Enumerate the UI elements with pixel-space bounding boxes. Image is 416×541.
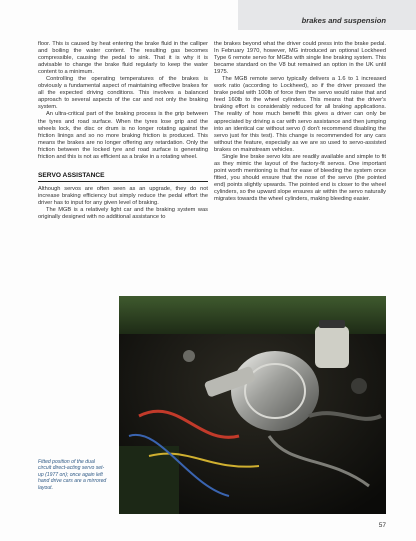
paragraph: The MGB is a relatively light car and the braking system was originally designed with no additional assistance to	[38, 206, 208, 221]
text-column-left	[38, 41, 208, 221]
paragraph: the brakes beyond what the driver could press into the brake pedal. In February 1970, however, MG introduced an optional Lockheed Type 6 remote servo for MGBs with single line braking system. This became standard on the V8 but remained an option in the UK until 1975.	[214, 41, 386, 76]
section-title: SERVO ASSISTANCE	[38, 172, 208, 182]
page-header	[238, 0, 416, 30]
paragraph: Although servos are often seen as an upgrade, they do not increase braking efficiency but simply reduce the pedal effort the driver has to input for any given level of braking.	[38, 185, 208, 206]
page-number: 57	[378, 522, 386, 529]
paragraph: An ultra-critical part of the braking process is the grip between the tyres and road surface. When the tyres lose grip and the wheels lock, the disc or drum is no longer rotating against the friction linings and so no more braking friction is produced. This means the brakes are no longer offering any retardation. Only the friction between the locked tyre and road surface is generating friction and this is not as efficient as a brake in a rotating wheel.	[38, 111, 208, 160]
text-column-right	[214, 41, 386, 203]
figure-caption: Fitted position of the dual circuit direct-acting servo set-up (1977 on); once again left hand drive cars are a mirrored layout.	[38, 459, 107, 491]
paragraph: floor. This is caused by heat entering the brake fluid in the calliper and boiling the water content. The resulting gas becomes compressible, causing the pedal to sink. That it is why it is advisable to change the brake fluid regularly to keep the water content to a minimum.	[38, 41, 208, 76]
engine-bay-illustration	[119, 296, 386, 514]
paragraph: Controlling the operating temperatures of the brakes is obviously a fundamental aspect of maintaining effective brakes for all the expected driving conditions. This involves a balanced approach to several aspects of the car and not only the braking system.	[38, 76, 208, 111]
paragraph: The MGB remote servo typically delivers a 1.6 to 1 increased work ratio (according to Lockheed), so if the driver pressed the brake pedal with 100lb of force then the servo would raise that and feed 160lb to the wheel cylinders. This means that the driver's braking effort is considerably reduced for all braking applications. The reality of how much benefit this gives a driver can only be appreciated by driving a car with servo assistance and then jumping into an identical car without servo (I don't recommend disabling the servo just for this test). This change is recommended for any cars without the feature, especially as we are so used to servo-assisted brakes on mainstream vehicles.	[214, 76, 386, 153]
section-heading: brakes and suspension	[301, 16, 386, 25]
paragraph: Single line brake servo kits are readily available and simple to fit as they mimic the layout of the factory-fit servos. One important point worth mentioning is that for ease of bleeding the system once fitted, you should ensure that the nose of the servo (the pointed end) points slightly upwards. The pointed end is closer to the wheel cylinders, so the upward slope ensures air within the servo naturally migrates towards the wheel cylinders, making bleeding easier.	[214, 153, 386, 203]
brake-servo-photo	[119, 296, 386, 514]
